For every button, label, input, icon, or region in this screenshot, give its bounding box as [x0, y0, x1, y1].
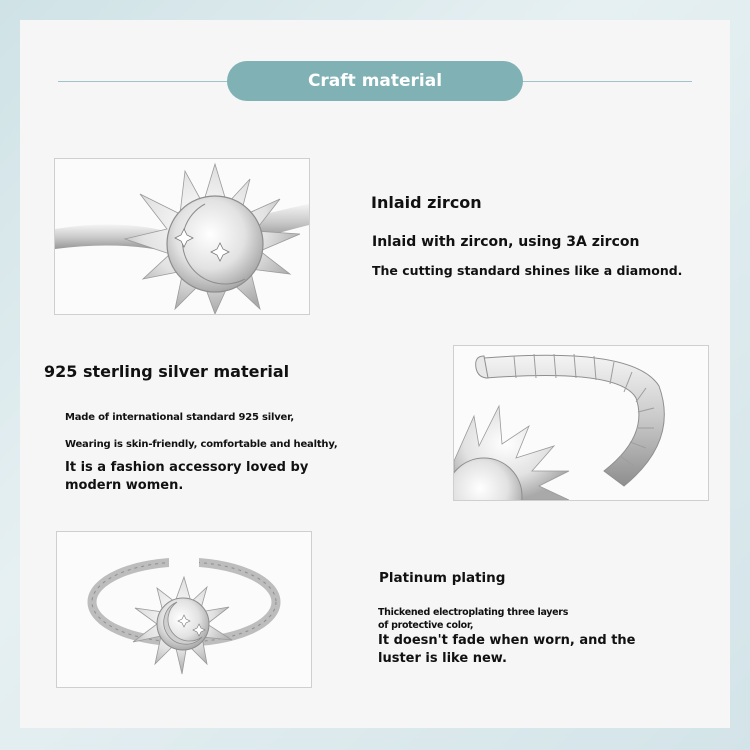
divider-left [58, 81, 248, 82]
plating-line-2: It doesn't fade when worn, and the luster is like new. [378, 633, 636, 666]
plating-line-1: Thickened electroplating three layers of protective color, [378, 607, 569, 631]
silver-line-1: Made of international standard 925 silver, [65, 412, 294, 423]
zircon-closeup-image [54, 158, 310, 315]
ring-band-illustration [454, 346, 708, 500]
silver-band-image [453, 345, 709, 501]
ring-closeup-illustration [55, 159, 309, 314]
section-title: Craft material [307, 71, 443, 91]
section-title-pill [227, 61, 523, 101]
plating-title: Platinum plating [379, 570, 506, 586]
zircon-line-1: Inlaid with zircon, using 3A zircon [372, 234, 640, 250]
zircon-title: Inlaid zircon [371, 193, 482, 212]
silver-line-3: It is a fashion accessory loved by modern women. [65, 460, 309, 493]
silver-title: 925 sterling silver material [44, 362, 290, 381]
ring-full-illustration [57, 532, 311, 687]
full-ring-image [56, 531, 312, 688]
divider-right [520, 81, 692, 82]
zircon-line-2: The cutting standard shines like a diamond. [372, 263, 683, 278]
silver-line-2: Wearing is skin-friendly, comfortable and healthy, [65, 439, 338, 450]
